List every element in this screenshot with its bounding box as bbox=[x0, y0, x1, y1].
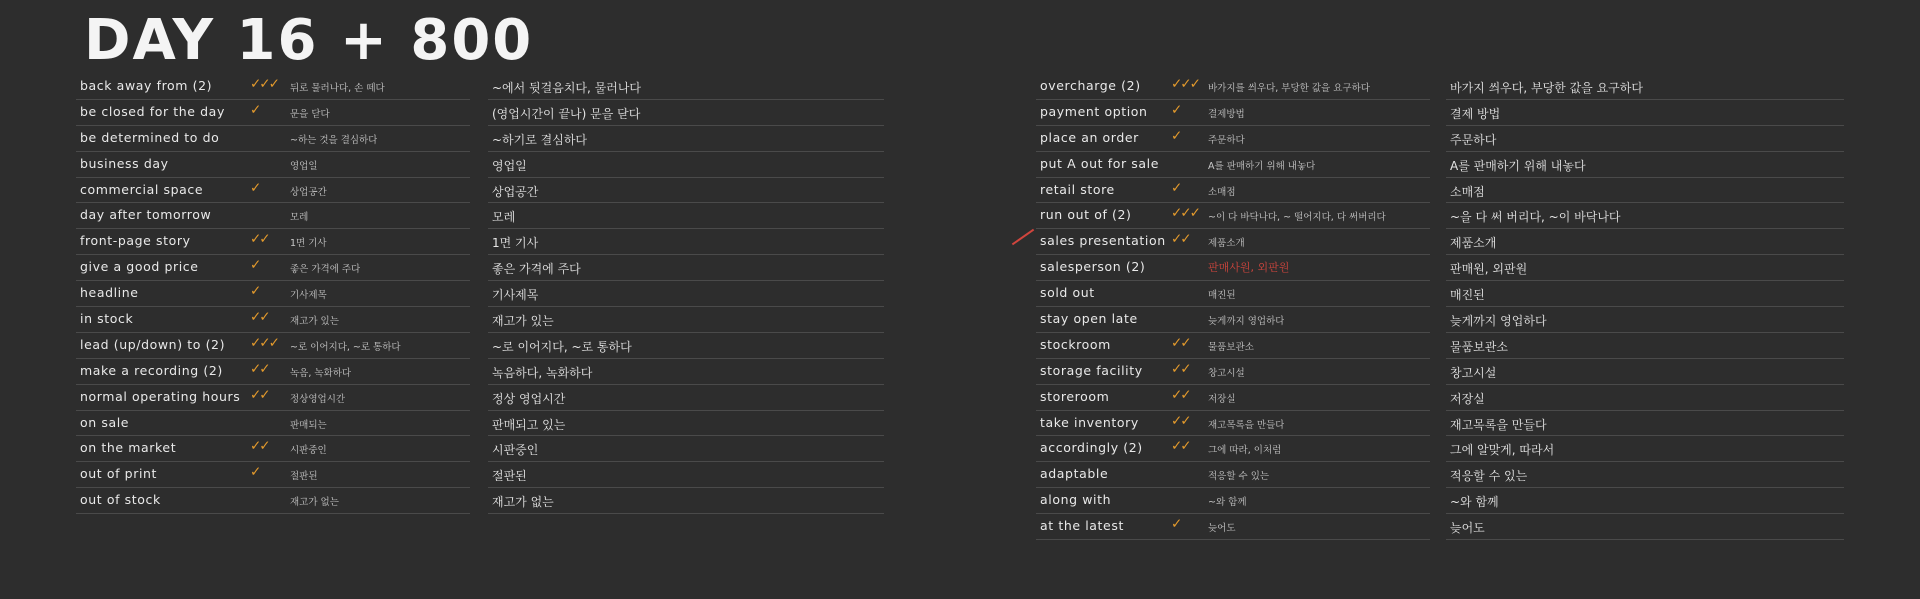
meaning-row bbox=[1446, 255, 1844, 281]
korean-meaning: 늦어도 bbox=[1450, 521, 1485, 536]
handwritten-note: 좋은 가격에 주다 bbox=[290, 264, 361, 276]
check-marks: ✓ bbox=[1171, 127, 1181, 144]
handwritten-note: ~와 함께 bbox=[1208, 497, 1247, 509]
english-term: take inventory bbox=[1040, 414, 1139, 430]
handwritten-note: ~이 다 바닥나다, ~ 떨어지다, 다 써버리다 bbox=[1208, 212, 1386, 224]
meaning-row bbox=[488, 333, 884, 359]
check-marks: ✓✓✓ bbox=[250, 334, 278, 351]
meaning-row bbox=[488, 229, 884, 255]
check-marks: ✓✓ bbox=[1171, 360, 1190, 377]
right-vocab-list bbox=[1036, 74, 1430, 540]
check-marks: ✓ bbox=[250, 179, 260, 196]
korean-meaning: ~하기로 결심하다 bbox=[492, 132, 588, 147]
vocab-row bbox=[76, 74, 470, 100]
vocab-row bbox=[76, 488, 470, 514]
korean-meaning: 영업일 bbox=[492, 158, 527, 173]
english-term: run out of (2) bbox=[1040, 207, 1132, 223]
english-term: overcharge (2) bbox=[1040, 78, 1141, 93]
english-term: put A out for sale bbox=[1040, 155, 1159, 171]
english-term: business day bbox=[80, 155, 169, 171]
english-term: at the latest bbox=[1040, 518, 1124, 534]
korean-meaning: 저장실 bbox=[1450, 391, 1485, 406]
vocab-row bbox=[76, 203, 470, 229]
meaning-row bbox=[1446, 385, 1844, 411]
meaning-row bbox=[488, 255, 884, 281]
check-marks: ✓✓ bbox=[250, 360, 269, 377]
handwritten-note: 영업일 bbox=[290, 160, 318, 172]
english-term: headline bbox=[80, 285, 139, 301]
vocab-row bbox=[1036, 178, 1430, 204]
english-term: storage facility bbox=[1040, 362, 1143, 378]
korean-meaning: 제품소개 bbox=[1450, 236, 1497, 251]
english-term: in stock bbox=[80, 311, 134, 327]
korean-meaning: 녹음하다, 녹화하다 bbox=[492, 365, 593, 380]
handwritten-note: 시판중인 bbox=[290, 445, 327, 457]
handwritten-note: ~로 이어지다, ~로 통하다 bbox=[290, 341, 401, 353]
meaning-row bbox=[1446, 514, 1844, 540]
korean-meaning: 좋은 가격에 주다 bbox=[492, 262, 581, 277]
english-term: on the market bbox=[80, 440, 177, 456]
vocab-row bbox=[76, 333, 470, 359]
red-slash-mark bbox=[1012, 229, 1034, 246]
handwritten-note: 바가지를 씌우다, 부당한 값을 요구하다 bbox=[1208, 83, 1370, 94]
korean-meaning: 바가지 씌우다, 부당한 값을 요구하다 bbox=[1450, 81, 1643, 95]
handwritten-note: 그에 따라, 이처럼 bbox=[1208, 445, 1282, 457]
vocab-row bbox=[1036, 126, 1430, 152]
korean-meaning: ~을 다 써 버리다, ~이 바닥나다 bbox=[1450, 210, 1621, 225]
korean-meaning: ~로 이어지다, ~로 통하다 bbox=[492, 339, 632, 354]
handwritten-note: 1면 기사 bbox=[290, 238, 327, 250]
english-term: salesperson (2) bbox=[1040, 259, 1146, 275]
meaning-row bbox=[488, 281, 884, 307]
meaning-row bbox=[488, 178, 884, 204]
vocab-row bbox=[1036, 514, 1430, 540]
vocab-row bbox=[76, 281, 470, 307]
korean-meaning: 재고가 없는 bbox=[492, 495, 554, 510]
check-marks: ✓ bbox=[1171, 179, 1181, 196]
korean-meaning: 매진된 bbox=[1450, 288, 1485, 303]
vocab-row bbox=[1036, 203, 1430, 229]
meaning-row bbox=[488, 488, 884, 514]
korean-meaning: (영업시간이 끝나) 문을 닫다 bbox=[492, 106, 641, 121]
korean-meaning: 모레 bbox=[492, 210, 516, 225]
meaning-row bbox=[1446, 359, 1844, 385]
english-term: stay open late bbox=[1040, 311, 1138, 327]
meaning-row bbox=[488, 436, 884, 462]
handwritten-note: 저장실 bbox=[1208, 393, 1236, 405]
vocab-row bbox=[1036, 411, 1430, 437]
vocab-row bbox=[76, 255, 470, 281]
handwritten-note: 주문하다 bbox=[1208, 134, 1245, 146]
check-marks: ✓ bbox=[250, 464, 260, 481]
check-marks: ✓✓ bbox=[250, 231, 269, 248]
meaning-row bbox=[488, 74, 884, 100]
vocab-row bbox=[76, 178, 470, 204]
english-term: be closed for the day bbox=[80, 103, 225, 119]
english-term: place an order bbox=[1040, 129, 1139, 145]
meaning-row bbox=[1446, 462, 1844, 488]
vocab-row bbox=[1036, 229, 1430, 255]
meaning-row bbox=[488, 359, 884, 385]
korean-meaning: 1면 기사 bbox=[492, 236, 539, 251]
vocab-row bbox=[76, 152, 470, 178]
handwritten-note: 창고시설 bbox=[1208, 367, 1245, 379]
meaning-row bbox=[1446, 152, 1844, 178]
check-marks: ✓✓ bbox=[250, 438, 269, 455]
meaning-row bbox=[1446, 178, 1844, 204]
meaning-row bbox=[488, 100, 884, 126]
english-term: out of print bbox=[80, 466, 158, 482]
handwritten-note: 재고목록을 만들다 bbox=[1208, 419, 1285, 431]
check-marks: ✓✓ bbox=[250, 309, 269, 326]
vocab-row bbox=[1036, 385, 1430, 411]
handwritten-note: 판매사원, 외판원 bbox=[1208, 261, 1290, 275]
handwritten-note: 결제방법 bbox=[1208, 108, 1245, 120]
check-marks: ✓ bbox=[250, 283, 260, 300]
vocab-row bbox=[1036, 307, 1430, 333]
english-term: payment option bbox=[1040, 103, 1148, 119]
meaning-row bbox=[488, 462, 884, 488]
english-term: retail store bbox=[1040, 181, 1115, 197]
korean-meaning: 소매점 bbox=[1450, 184, 1485, 199]
handwritten-note: 상업공간 bbox=[290, 186, 327, 198]
meaning-row bbox=[1446, 126, 1844, 152]
handwritten-note: 정상영업시간 bbox=[290, 393, 346, 405]
korean-meaning: 기사제목 bbox=[492, 288, 539, 303]
korean-meaning: 정상 영업시간 bbox=[492, 391, 566, 406]
check-marks: ✓✓✓ bbox=[1171, 76, 1199, 92]
vocab-row bbox=[76, 411, 470, 437]
korean-meaning: ~와 함께 bbox=[1450, 495, 1499, 510]
left-meaning-list bbox=[488, 74, 884, 514]
meaning-row bbox=[1446, 488, 1844, 514]
handwritten-note: 뒤로 물러나다, 손 떼다 bbox=[290, 83, 385, 94]
check-marks: ✓✓ bbox=[1171, 231, 1190, 248]
check-marks: ✓ bbox=[250, 101, 260, 118]
vocab-row bbox=[1036, 74, 1430, 100]
english-term: day after tomorrow bbox=[80, 207, 212, 223]
english-term: back away from (2) bbox=[80, 78, 213, 93]
meaning-row bbox=[1446, 333, 1844, 359]
meaning-row bbox=[488, 307, 884, 333]
vocab-row bbox=[1036, 100, 1430, 126]
handwritten-note: 모레 bbox=[290, 212, 309, 224]
check-marks: ✓✓ bbox=[250, 386, 269, 403]
handwritten-note: 제품소개 bbox=[1208, 238, 1245, 250]
meaning-row bbox=[488, 411, 884, 437]
korean-meaning: 재고목록을 만들다 bbox=[1450, 417, 1547, 432]
meaning-row bbox=[1446, 229, 1844, 255]
check-marks: ✓✓ bbox=[1171, 438, 1190, 455]
check-marks: ✓✓✓ bbox=[1171, 205, 1199, 222]
check-marks: ✓✓ bbox=[1171, 412, 1190, 429]
english-term: out of stock bbox=[80, 492, 161, 508]
vocab-row bbox=[1036, 436, 1430, 462]
vocab-row bbox=[76, 100, 470, 126]
meaning-row bbox=[488, 203, 884, 229]
english-term: on sale bbox=[80, 414, 130, 430]
handwritten-note: 적응할 수 있는 bbox=[1208, 471, 1270, 483]
korean-meaning: 주문하다 bbox=[1450, 132, 1497, 147]
english-term: make a recording (2) bbox=[80, 362, 223, 378]
english-term: along with bbox=[1040, 492, 1112, 508]
english-term: adaptable bbox=[1040, 466, 1109, 482]
korean-meaning: 늦게까지 영업하다 bbox=[1450, 314, 1547, 329]
handwritten-note: 늦어도 bbox=[1208, 523, 1236, 535]
vocab-row bbox=[1036, 462, 1430, 488]
handwritten-note: 늦게까지 영업하다 bbox=[1208, 316, 1285, 328]
handwritten-note: A를 판매하기 위해 내놓다 bbox=[1208, 160, 1316, 172]
handwritten-note: 재고가 있는 bbox=[290, 316, 339, 328]
korean-meaning: 결제 방법 bbox=[1450, 106, 1501, 121]
meaning-row bbox=[1446, 203, 1844, 229]
korean-meaning: A를 판매하기 위해 내놓다 bbox=[1450, 158, 1586, 173]
english-term: commercial space bbox=[80, 181, 204, 197]
handwritten-note: ~하는 것을 결심하다 bbox=[290, 134, 378, 146]
meaning-row bbox=[1446, 411, 1844, 437]
vocab-row bbox=[76, 359, 470, 385]
english-term: accordingly (2) bbox=[1040, 440, 1143, 456]
vocab-row bbox=[1036, 359, 1430, 385]
english-term: be determined to do bbox=[80, 129, 220, 145]
check-marks: ✓ bbox=[1171, 101, 1181, 118]
english-term: sold out bbox=[1040, 285, 1095, 301]
vocab-row bbox=[1036, 152, 1430, 178]
english-term: give a good price bbox=[80, 259, 199, 275]
page-title: DAY 16 + 800 bbox=[84, 8, 534, 73]
english-term: front-page story bbox=[80, 233, 191, 249]
korean-meaning: 상업공간 bbox=[492, 184, 539, 199]
korean-meaning: 창고시설 bbox=[1450, 365, 1497, 380]
korean-meaning: 판매되고 있는 bbox=[492, 417, 566, 432]
vocab-row bbox=[76, 229, 470, 255]
english-term: normal operating hours bbox=[80, 388, 241, 404]
korean-meaning: 시판중인 bbox=[492, 443, 539, 458]
english-term: sales presentation bbox=[1040, 233, 1166, 249]
handwritten-note: 문을 닫다 bbox=[290, 108, 330, 120]
korean-meaning: 그에 알맞게, 따라서 bbox=[1450, 443, 1555, 458]
handwritten-note: 소매점 bbox=[1208, 186, 1236, 198]
handwritten-note: 녹음, 녹화하다 bbox=[290, 367, 352, 379]
handwritten-note: 판매되는 bbox=[290, 419, 327, 431]
korean-meaning: 재고가 있는 bbox=[492, 314, 554, 329]
meaning-row bbox=[488, 385, 884, 411]
handwritten-note: 재고가 없는 bbox=[290, 497, 339, 509]
english-term: stockroom bbox=[1040, 336, 1111, 352]
vocab-row bbox=[1036, 255, 1430, 281]
vocab-row bbox=[76, 436, 470, 462]
meaning-row bbox=[1446, 436, 1844, 462]
korean-meaning: 판매원, 외판원 bbox=[1450, 262, 1528, 277]
check-marks: ✓✓ bbox=[1171, 334, 1190, 351]
left-vocab-list bbox=[76, 74, 470, 514]
meaning-row bbox=[1446, 74, 1844, 100]
check-marks: ✓ bbox=[1171, 516, 1181, 533]
meaning-row bbox=[1446, 281, 1844, 307]
meaning-row bbox=[1446, 100, 1844, 126]
vocab-row bbox=[1036, 333, 1430, 359]
handwritten-note: 매진된 bbox=[1208, 290, 1236, 302]
handwritten-note: 물품보관소 bbox=[1208, 341, 1254, 353]
meaning-row bbox=[488, 152, 884, 178]
korean-meaning: 절판된 bbox=[492, 469, 527, 484]
vocab-row bbox=[76, 126, 470, 152]
korean-meaning: 적응할 수 있는 bbox=[1450, 469, 1528, 484]
meaning-row bbox=[1446, 307, 1844, 333]
check-marks: ✓✓ bbox=[1171, 386, 1190, 403]
korean-meaning: ~에서 뒷걸음치다, 물러나다 bbox=[492, 81, 642, 95]
check-marks: ✓✓✓ bbox=[250, 76, 278, 92]
vocab-row bbox=[76, 462, 470, 488]
english-term: storeroom bbox=[1040, 388, 1110, 404]
right-meaning-list bbox=[1446, 74, 1844, 540]
vocab-row bbox=[1036, 281, 1430, 307]
handwritten-note: 기사제목 bbox=[290, 290, 327, 302]
meaning-row bbox=[488, 126, 884, 152]
vocab-row bbox=[76, 307, 470, 333]
handwritten-note: 절판된 bbox=[290, 471, 318, 483]
vocab-row bbox=[1036, 488, 1430, 514]
vocab-row bbox=[76, 385, 470, 411]
english-term: lead (up/down) to (2) bbox=[80, 336, 226, 352]
korean-meaning: 물품보관소 bbox=[1450, 339, 1508, 354]
check-marks: ✓ bbox=[250, 257, 260, 274]
